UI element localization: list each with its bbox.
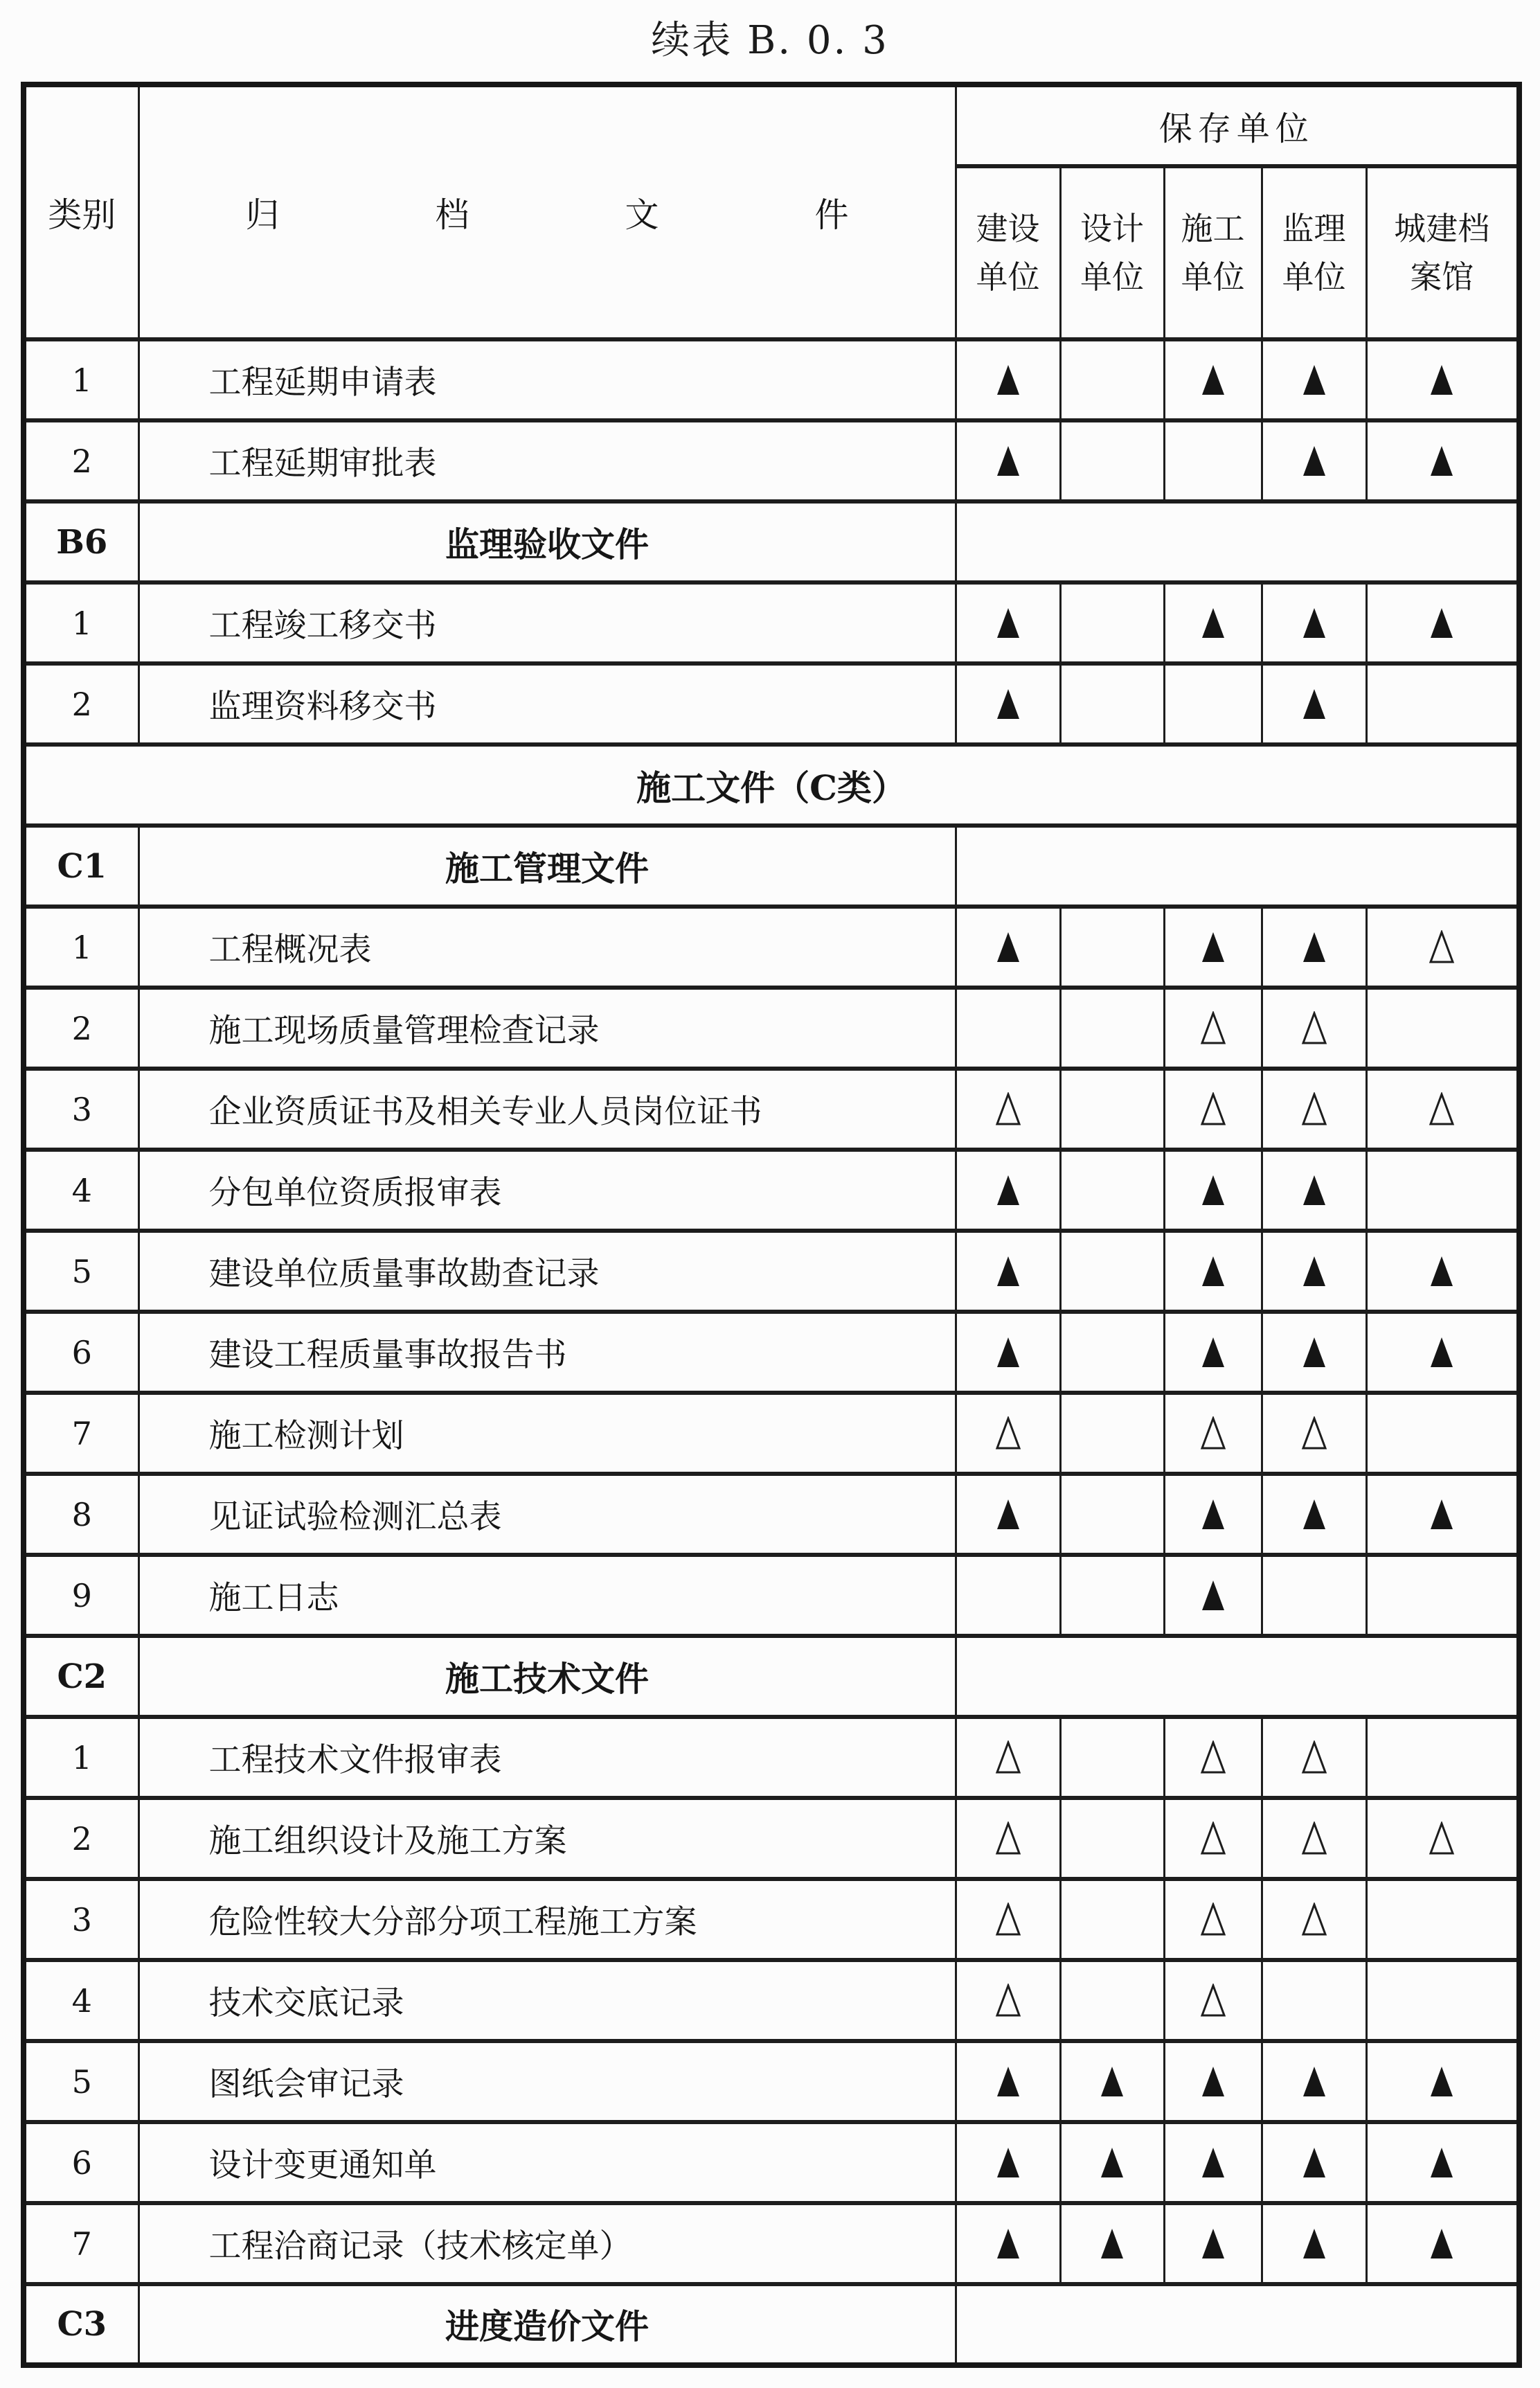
- mark-cell: [1262, 2122, 1366, 2203]
- filled-triangle-icon: [1199, 1335, 1227, 1370]
- mark-cell: [1164, 1474, 1262, 1555]
- mark-cell: [1262, 1798, 1366, 1879]
- filled-triangle-icon: [1199, 363, 1227, 398]
- mark-cell: [1164, 1069, 1262, 1150]
- hollow-triangle-icon: [994, 1984, 1022, 2018]
- document-row: [24, 663, 1519, 745]
- filled-triangle-icon: [994, 2065, 1022, 2099]
- section-title-cell: 施工技术文件: [138, 1636, 956, 1717]
- mark-cell: [1366, 907, 1519, 988]
- mark-cell: [956, 1960, 1060, 2041]
- col-header-category: 类别: [24, 84, 138, 339]
- row-number-cell: 7: [24, 1393, 138, 1474]
- mark-cell: [1060, 907, 1164, 988]
- document-row: [24, 1312, 1519, 1393]
- hollow-triangle-icon: [994, 1092, 1022, 1127]
- mark-cell: [1262, 1879, 1366, 1960]
- filled-triangle-icon: [1199, 606, 1227, 641]
- filled-triangle-icon: [1428, 1254, 1456, 1289]
- mark-cell: [1262, 988, 1366, 1069]
- section-row: [24, 501, 1519, 582]
- row-number-cell: 1: [24, 1717, 138, 1798]
- document-name-cell: 工程概况表: [138, 907, 956, 988]
- hollow-triangle-icon: [1428, 1092, 1456, 1127]
- mark-cell: [1262, 420, 1366, 501]
- filled-triangle-icon: [1199, 2065, 1227, 2099]
- mark-cell: [1262, 2203, 1366, 2284]
- row-number-cell: 3: [24, 1069, 138, 1150]
- filled-triangle-icon: [994, 444, 1022, 479]
- mark-cell: [1164, 2041, 1262, 2122]
- mark-cell: [956, 1150, 1060, 1231]
- mark-cell: [956, 420, 1060, 501]
- mark-cell: [1366, 2122, 1519, 2203]
- mark-cell: [1262, 1717, 1366, 1798]
- mark-cell: [1060, 1231, 1164, 1312]
- document-row: [24, 339, 1519, 420]
- mark-cell: [1262, 1312, 1366, 1393]
- document-name-cell: 建设单位质量事故勘查记录: [138, 1231, 956, 1312]
- document-row: [24, 1393, 1519, 1474]
- filled-triangle-icon: [1098, 2227, 1126, 2261]
- merged-empty-cell: [956, 501, 1519, 582]
- mark-cell: [1164, 663, 1262, 745]
- filled-triangle-icon: [1300, 687, 1328, 722]
- mark-cell: [1164, 2122, 1262, 2203]
- hollow-triangle-icon: [1199, 1821, 1227, 1856]
- section-title-cell: 施工管理文件: [138, 826, 956, 907]
- row-number-cell: 6: [24, 1312, 138, 1393]
- mark-cell: [1060, 2122, 1164, 2203]
- mark-cell: [1366, 1393, 1519, 1474]
- mark-cell: [1164, 1717, 1262, 1798]
- mark-cell: [1060, 1393, 1164, 1474]
- document-name-cell: 建设工程质量事故报告书: [138, 1312, 956, 1393]
- col-header-supervision-unit: 监理 单位: [1262, 166, 1366, 339]
- mark-cell: [1262, 1393, 1366, 1474]
- hollow-triangle-icon: [1199, 1416, 1227, 1451]
- mark-cell: [1164, 1879, 1262, 1960]
- row-number-cell: 7: [24, 2203, 138, 2284]
- mark-cell: [1164, 582, 1262, 663]
- document-name-cell: 企业资质证书及相关专业人员岗位证书: [138, 1069, 956, 1150]
- row-number-cell: 6: [24, 2122, 138, 2203]
- document-name-cell: 技术交底记录: [138, 1960, 956, 2041]
- document-row: [24, 1879, 1519, 1960]
- mark-cell: [1060, 2041, 1164, 2122]
- row-number-cell: 2: [24, 420, 138, 501]
- document-name-cell: 工程延期审批表: [138, 420, 956, 501]
- filled-triangle-icon: [994, 1254, 1022, 1289]
- hollow-triangle-icon: [1300, 1011, 1328, 1046]
- mark-cell: [1060, 1555, 1164, 1636]
- mark-cell: [1262, 1555, 1366, 1636]
- hollow-triangle-icon: [1199, 1740, 1227, 1775]
- mark-cell: [1164, 907, 1262, 988]
- mark-cell: [956, 339, 1060, 420]
- row-number-cell: 2: [24, 1798, 138, 1879]
- class-header-cell: 施工文件（C类）: [24, 745, 1519, 826]
- mark-cell: [1366, 420, 1519, 501]
- hollow-triangle-icon: [1199, 1984, 1227, 2018]
- mark-cell: [1366, 1069, 1519, 1150]
- mark-cell: [1164, 1393, 1262, 1474]
- section-row: [24, 2284, 1519, 2365]
- col-header-storage-units: 保存单位: [956, 84, 1519, 166]
- mark-cell: [1164, 1555, 1262, 1636]
- mark-cell: [1060, 1960, 1164, 2041]
- mark-cell: [1262, 1960, 1366, 2041]
- mark-cell: [1366, 1474, 1519, 1555]
- mark-cell: [1060, 1312, 1164, 1393]
- filled-triangle-icon: [994, 606, 1022, 641]
- mark-cell: [956, 907, 1060, 988]
- mark-cell: [1262, 907, 1366, 988]
- filled-triangle-icon: [1300, 363, 1328, 398]
- mark-cell: [1164, 1798, 1262, 1879]
- mark-cell: [956, 2041, 1060, 2122]
- filled-triangle-icon: [1428, 444, 1456, 479]
- mark-cell: [1262, 582, 1366, 663]
- mark-cell: [1060, 2203, 1164, 2284]
- filled-triangle-icon: [1300, 1254, 1328, 1289]
- mark-cell: [956, 1717, 1060, 1798]
- mark-cell: [1060, 339, 1164, 420]
- section-code-cell: C3: [24, 2284, 138, 2365]
- mark-cell: [956, 1798, 1060, 1879]
- row-number-cell: 1: [24, 582, 138, 663]
- section-code-cell: C2: [24, 1636, 138, 1717]
- document-row: [24, 1069, 1519, 1150]
- document-name-cell: 监理资料移交书: [138, 663, 956, 745]
- table-title: 续表 B. 0. 3: [651, 18, 889, 63]
- hollow-triangle-icon: [1300, 1821, 1328, 1856]
- mark-cell: [956, 1393, 1060, 1474]
- mark-cell: [956, 582, 1060, 663]
- document-row: [24, 420, 1519, 501]
- mark-cell: [1060, 988, 1164, 1069]
- document-row: [24, 2041, 1519, 2122]
- filled-triangle-icon: [1098, 2065, 1126, 2099]
- document-row: [24, 1960, 1519, 2041]
- filled-triangle-icon: [1428, 606, 1456, 641]
- filled-triangle-icon: [994, 2227, 1022, 2261]
- mark-cell: [1366, 1555, 1519, 1636]
- document-name-cell: 施工组织设计及施工方案: [138, 1798, 956, 1879]
- filled-triangle-icon: [994, 930, 1022, 965]
- col-header-document-label: 归 档 文 件: [245, 195, 910, 235]
- filled-triangle-icon: [1428, 2146, 1456, 2180]
- hollow-triangle-icon: [1428, 930, 1456, 965]
- col-header-city-archive: 城建档 案馆: [1366, 166, 1519, 339]
- mark-cell: [956, 1312, 1060, 1393]
- filled-triangle-icon: [1199, 2227, 1227, 2261]
- mark-cell: [956, 1555, 1060, 1636]
- filled-triangle-icon: [1199, 2146, 1227, 2180]
- document-name-cell: 危险性较大分部分项工程施工方案: [138, 1879, 956, 1960]
- mark-cell: [956, 1231, 1060, 1312]
- document-name-cell: 分包单位资质报审表: [138, 1150, 956, 1231]
- document-row: [24, 907, 1519, 988]
- hollow-triangle-icon: [994, 1416, 1022, 1451]
- mark-cell: [1164, 1312, 1262, 1393]
- document-row: [24, 1150, 1519, 1231]
- filled-triangle-icon: [1199, 930, 1227, 965]
- hollow-triangle-icon: [1300, 1092, 1328, 1127]
- mark-cell: [1060, 663, 1164, 745]
- row-number-cell: 3: [24, 1879, 138, 1960]
- mark-cell: [956, 1474, 1060, 1555]
- mark-cell: [1262, 2041, 1366, 2122]
- mark-cell: [956, 2203, 1060, 2284]
- filled-triangle-icon: [1300, 1497, 1328, 1532]
- document-row: [24, 1555, 1519, 1636]
- section-code-cell: C1: [24, 826, 138, 907]
- mark-cell: [956, 988, 1060, 1069]
- hollow-triangle-icon: [1300, 1416, 1328, 1451]
- filled-triangle-icon: [1199, 1254, 1227, 1289]
- hollow-triangle-icon: [1300, 1740, 1328, 1775]
- mark-cell: [1060, 1069, 1164, 1150]
- merged-empty-cell: [956, 2284, 1519, 2365]
- mark-cell: [1060, 1879, 1164, 1960]
- filled-triangle-icon: [994, 1335, 1022, 1370]
- hollow-triangle-icon: [1199, 1092, 1227, 1127]
- filled-triangle-icon: [1428, 2065, 1456, 2099]
- mark-cell: [1060, 1474, 1164, 1555]
- mark-cell: [1060, 420, 1164, 501]
- document-name-cell: 工程技术文件报审表: [138, 1717, 956, 1798]
- mark-cell: [1164, 1150, 1262, 1231]
- filled-triangle-icon: [1300, 2227, 1328, 2261]
- filled-triangle-icon: [1300, 444, 1328, 479]
- document-name-cell: 施工检测计划: [138, 1393, 956, 1474]
- mark-cell: [1164, 1960, 1262, 2041]
- document-name-cell: 设计变更通知单: [138, 2122, 956, 2203]
- section-row: [24, 826, 1519, 907]
- filled-triangle-icon: [1300, 2065, 1328, 2099]
- row-number-cell: 2: [24, 988, 138, 1069]
- mark-cell: [1366, 2041, 1519, 2122]
- filled-triangle-icon: [994, 363, 1022, 398]
- document-row: [24, 1798, 1519, 1879]
- mark-cell: [956, 1879, 1060, 1960]
- mark-cell: [1262, 339, 1366, 420]
- row-number-cell: 1: [24, 339, 138, 420]
- filled-triangle-icon: [1199, 1578, 1227, 1613]
- mark-cell: [1366, 988, 1519, 1069]
- section-title-cell: 监理验收文件: [138, 501, 956, 582]
- mark-cell: [1164, 420, 1262, 501]
- filled-triangle-icon: [1428, 2227, 1456, 2261]
- mark-cell: [1060, 1150, 1164, 1231]
- mark-cell: [956, 1069, 1060, 1150]
- mark-cell: [1366, 582, 1519, 663]
- mark-cell: [1262, 663, 1366, 745]
- mark-cell: [1060, 582, 1164, 663]
- filled-triangle-icon: [1428, 363, 1456, 398]
- section-code-cell: B6: [24, 501, 138, 582]
- filled-triangle-icon: [1428, 1497, 1456, 1532]
- document-row: [24, 1474, 1519, 1555]
- document-row: [24, 582, 1519, 663]
- row-number-cell: 4: [24, 1150, 138, 1231]
- document-name-cell: 图纸会审记录: [138, 2041, 956, 2122]
- hollow-triangle-icon: [1428, 1821, 1456, 1856]
- mark-cell: [956, 2122, 1060, 2203]
- mark-cell: [1060, 1717, 1164, 1798]
- document-name-cell: 施工现场质量管理检查记录: [138, 988, 956, 1069]
- mark-cell: [1366, 2203, 1519, 2284]
- document-row: [24, 1717, 1519, 1798]
- mark-cell: [1164, 988, 1262, 1069]
- mark-cell: [1060, 1798, 1164, 1879]
- mark-cell: [1366, 1879, 1519, 1960]
- header-row-top: [24, 84, 1519, 166]
- row-number-cell: 5: [24, 1231, 138, 1312]
- mark-cell: [1366, 1312, 1519, 1393]
- row-number-cell: 4: [24, 1960, 138, 2041]
- mark-cell: [1366, 1798, 1519, 1879]
- row-number-cell: 5: [24, 2041, 138, 2122]
- row-number-cell: 1: [24, 907, 138, 988]
- document-row: [24, 988, 1519, 1069]
- mark-cell: [1366, 339, 1519, 420]
- hollow-triangle-icon: [1199, 1011, 1227, 1046]
- col-header-construction-owner-unit: 建设 单位: [956, 166, 1060, 339]
- row-number-cell: 2: [24, 663, 138, 745]
- col-header-document: [138, 84, 956, 339]
- mark-cell: [956, 663, 1060, 745]
- col-header-construction-unit: 施工 单位: [1164, 166, 1262, 339]
- filled-triangle-icon: [994, 1173, 1022, 1208]
- filled-triangle-icon: [1199, 1173, 1227, 1208]
- document-name-cell: 工程延期申请表: [138, 339, 956, 420]
- document-row: [24, 2203, 1519, 2284]
- mark-cell: [1366, 1960, 1519, 2041]
- mark-cell: [1366, 663, 1519, 745]
- mark-cell: [1262, 1069, 1366, 1150]
- filled-triangle-icon: [994, 2146, 1022, 2180]
- filled-triangle-icon: [1300, 606, 1328, 641]
- hollow-triangle-icon: [994, 1821, 1022, 1856]
- filled-triangle-icon: [994, 687, 1022, 722]
- mark-cell: [1164, 2203, 1262, 2284]
- mark-cell: [1262, 1474, 1366, 1555]
- mark-cell: [1262, 1231, 1366, 1312]
- filled-triangle-icon: [1098, 2146, 1126, 2180]
- document-name-cell: 工程洽商记录（技术核定单）: [138, 2203, 956, 2284]
- class-header-row: [24, 745, 1519, 826]
- document-name-cell: 施工日志: [138, 1555, 956, 1636]
- filled-triangle-icon: [1300, 2146, 1328, 2180]
- row-number-cell: 8: [24, 1474, 138, 1555]
- section-title-cell: 进度造价文件: [138, 2284, 956, 2365]
- document-row: [24, 2122, 1519, 2203]
- section-row: [24, 1636, 1519, 1717]
- filled-triangle-icon: [1300, 930, 1328, 965]
- document-row: [24, 1231, 1519, 1312]
- mark-cell: [1366, 1150, 1519, 1231]
- filled-triangle-icon: [1428, 1335, 1456, 1370]
- mark-cell: [1366, 1717, 1519, 1798]
- hollow-triangle-icon: [1300, 1903, 1328, 1937]
- merged-empty-cell: [956, 826, 1519, 907]
- document-name-cell: 见证试验检测汇总表: [138, 1474, 956, 1555]
- mark-cell: [1366, 1231, 1519, 1312]
- hollow-triangle-icon: [994, 1740, 1022, 1775]
- archive-documents-table: [21, 82, 1522, 2368]
- mark-cell: [1164, 339, 1262, 420]
- filled-triangle-icon: [1300, 1173, 1328, 1208]
- filled-triangle-icon: [1199, 1497, 1227, 1532]
- row-number-cell: 9: [24, 1555, 138, 1636]
- filled-triangle-icon: [1300, 1335, 1328, 1370]
- mark-cell: [1262, 1150, 1366, 1231]
- document-name-cell: 工程竣工移交书: [138, 582, 956, 663]
- col-header-design-unit: 设计 单位: [1060, 166, 1164, 339]
- hollow-triangle-icon: [994, 1903, 1022, 1937]
- hollow-triangle-icon: [1199, 1903, 1227, 1937]
- mark-cell: [1164, 1231, 1262, 1312]
- merged-empty-cell: [956, 1636, 1519, 1717]
- filled-triangle-icon: [994, 1497, 1022, 1532]
